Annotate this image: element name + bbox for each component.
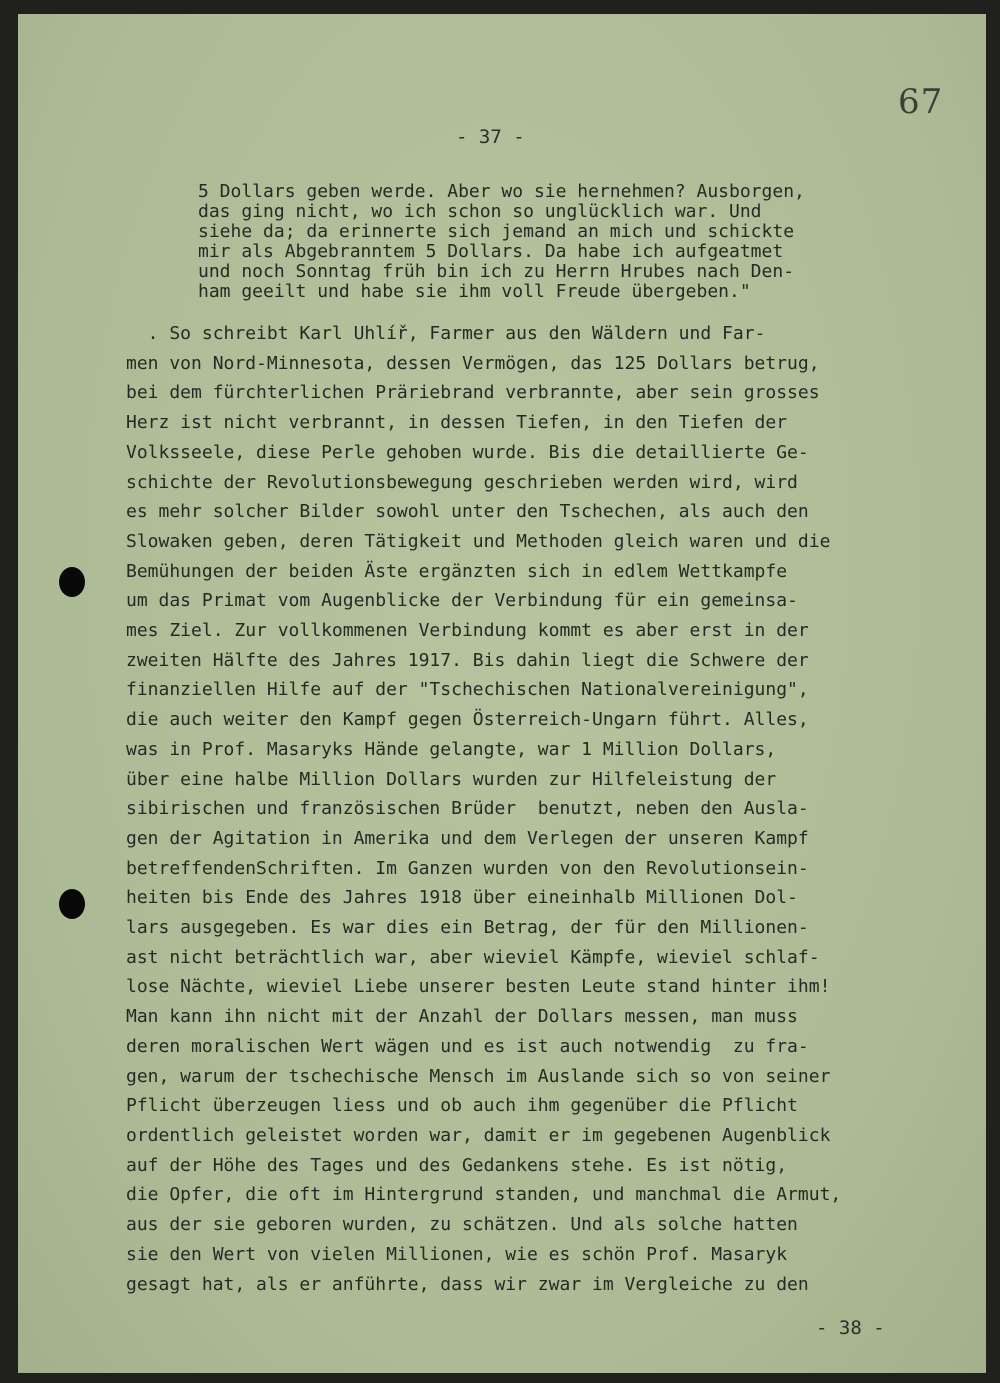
page-marker-bottom: - 38 - bbox=[816, 1317, 885, 1339]
quote-line: und noch Sonntag früh bin ich zu Herrn Hrubes nach Den- bbox=[198, 261, 795, 282]
quote-line: mir als Abgebranntem 5 Dollars. Da habe ich aufgeatmet bbox=[198, 241, 784, 262]
body-line: gesagt hat, als er anführte, dass wir zwar im Vergleiche zu den bbox=[126, 1273, 809, 1295]
body-line: Bemühungen der beiden Äste ergänzten sich in edlem Wettkampfe bbox=[126, 560, 788, 582]
body-line: die auch weiter den Kampf gegen Österreich-Ungarn führt. Alles, bbox=[126, 709, 809, 731]
body-line: Volksseele, diese Perle gehoben wurde. Bis die detaillierte Ge- bbox=[126, 441, 809, 463]
body-line: ordentlich geleistet worden war, damit er im gegebenen Augenblick bbox=[126, 1124, 831, 1146]
document-page bbox=[18, 14, 986, 1373]
body-line: mes Ziel. Zur vollkommenen Verbindung kommt es aber erst in der bbox=[126, 620, 809, 642]
body-line: auf der Höhe des Tages und des Gedankens stehe. Es ist nötig, bbox=[126, 1154, 788, 1176]
body-line: sibirischen und französischen Brüder benutzt, neben den Ausla- bbox=[126, 798, 809, 820]
body-line: heiten bis Ende des Jahres 1918 über eineinhalb Millionen Dol- bbox=[126, 887, 798, 909]
body-line: lars ausgegeben. Es war dies ein Betrag, der für den Millionen- bbox=[126, 917, 809, 939]
body-line: was in Prof. Masaryks Hände gelangte, war 1 Million Dollars, bbox=[126, 738, 777, 760]
punch-hole-bottom bbox=[59, 889, 85, 919]
punch-hole-top bbox=[59, 567, 85, 597]
body-line: men von Nord-Minnesota, dessen Vermögen, das 125 Dollars betrug, bbox=[126, 352, 820, 374]
body-line: betreffendenSchriften. Im Ganzen wurden von den Revolutionsein- bbox=[126, 857, 809, 879]
body-line: ast nicht beträchtlich war, aber wieviel Kämpfe, wieviel schlaf- bbox=[126, 946, 820, 968]
body-line: Man kann ihn nicht mit der Anzahl der Dollars messen, man muss bbox=[126, 1006, 798, 1028]
page-marker-top: - 37 - bbox=[456, 126, 525, 148]
archive-page-number: 67 bbox=[898, 82, 944, 122]
body-line: gen der Agitation in Amerika und dem Verlegen der unseren Kampf bbox=[126, 827, 809, 849]
quote-line: 5 Dollars geben werde. Aber wo sie hernehmen? Ausborgen, bbox=[198, 181, 805, 202]
body-line: es mehr solcher Bilder sowohl unter den Tschechen, als auch den bbox=[126, 501, 809, 523]
body-line: Pflicht überzeugen liess und ob auch ihm gegenüber die Pflicht bbox=[126, 1095, 798, 1117]
body-line: finanziellen Hilfe auf der "Tschechischen Nationalvereinigung", bbox=[126, 679, 809, 701]
body-line: die Opfer, die oft im Hintergrund standen, und manchmal die Armut, bbox=[126, 1184, 842, 1206]
body-line: aus der sie geboren wurden, zu schätzen. Und als solche hatten bbox=[126, 1214, 798, 1236]
body-line: sie den Wert von vielen Millionen, wie es schön Prof. Masaryk bbox=[126, 1243, 788, 1265]
quote-line: ham geeilt und habe sie ihm voll Freude übergeben." bbox=[198, 281, 751, 302]
body-line: deren moralischen Wert wägen und es ist auch notwendig zu fra- bbox=[126, 1035, 809, 1057]
body-line: über eine halbe Million Dollars wurden zur Hilfeleistung der bbox=[126, 768, 777, 790]
body-line: lose Nächte, wieviel Liebe unserer besten Leute stand hinter ihm! bbox=[126, 976, 831, 998]
body-line: . So schreibt Karl Uhlíř, Farmer aus den Wäldern und Far- bbox=[126, 323, 766, 344]
quote-line: das ging nicht, wo ich schon so unglücklich war. Und bbox=[198, 201, 762, 222]
body-line: Slowaken geben, deren Tätigkeit und Methoden gleich waren und die bbox=[126, 530, 831, 552]
quote-block bbox=[198, 182, 878, 302]
body-line: zweiten Hälfte des Jahres 1917. Bis dahin liegt die Schwere der bbox=[126, 649, 809, 671]
body-line: um das Primat vom Augenblicke der Verbindung für ein gemeinsa- bbox=[126, 590, 798, 612]
body-paragraph bbox=[126, 319, 906, 1299]
body-line: schichte der Revolutionsbewegung geschrieben werden wird, wird bbox=[126, 471, 798, 493]
body-line: bei dem fürchterlichen Präriebrand verbrannte, aber sein grosses bbox=[126, 382, 820, 404]
quote-line: siehe da; da erinnerte sich jemand an mich und schickte bbox=[198, 221, 795, 242]
body-line: Herz ist nicht verbrannt, in dessen Tiefen, in den Tiefen der bbox=[126, 412, 788, 434]
body-line: gen, warum der tschechische Mensch im Auslande sich so von seiner bbox=[126, 1065, 831, 1087]
